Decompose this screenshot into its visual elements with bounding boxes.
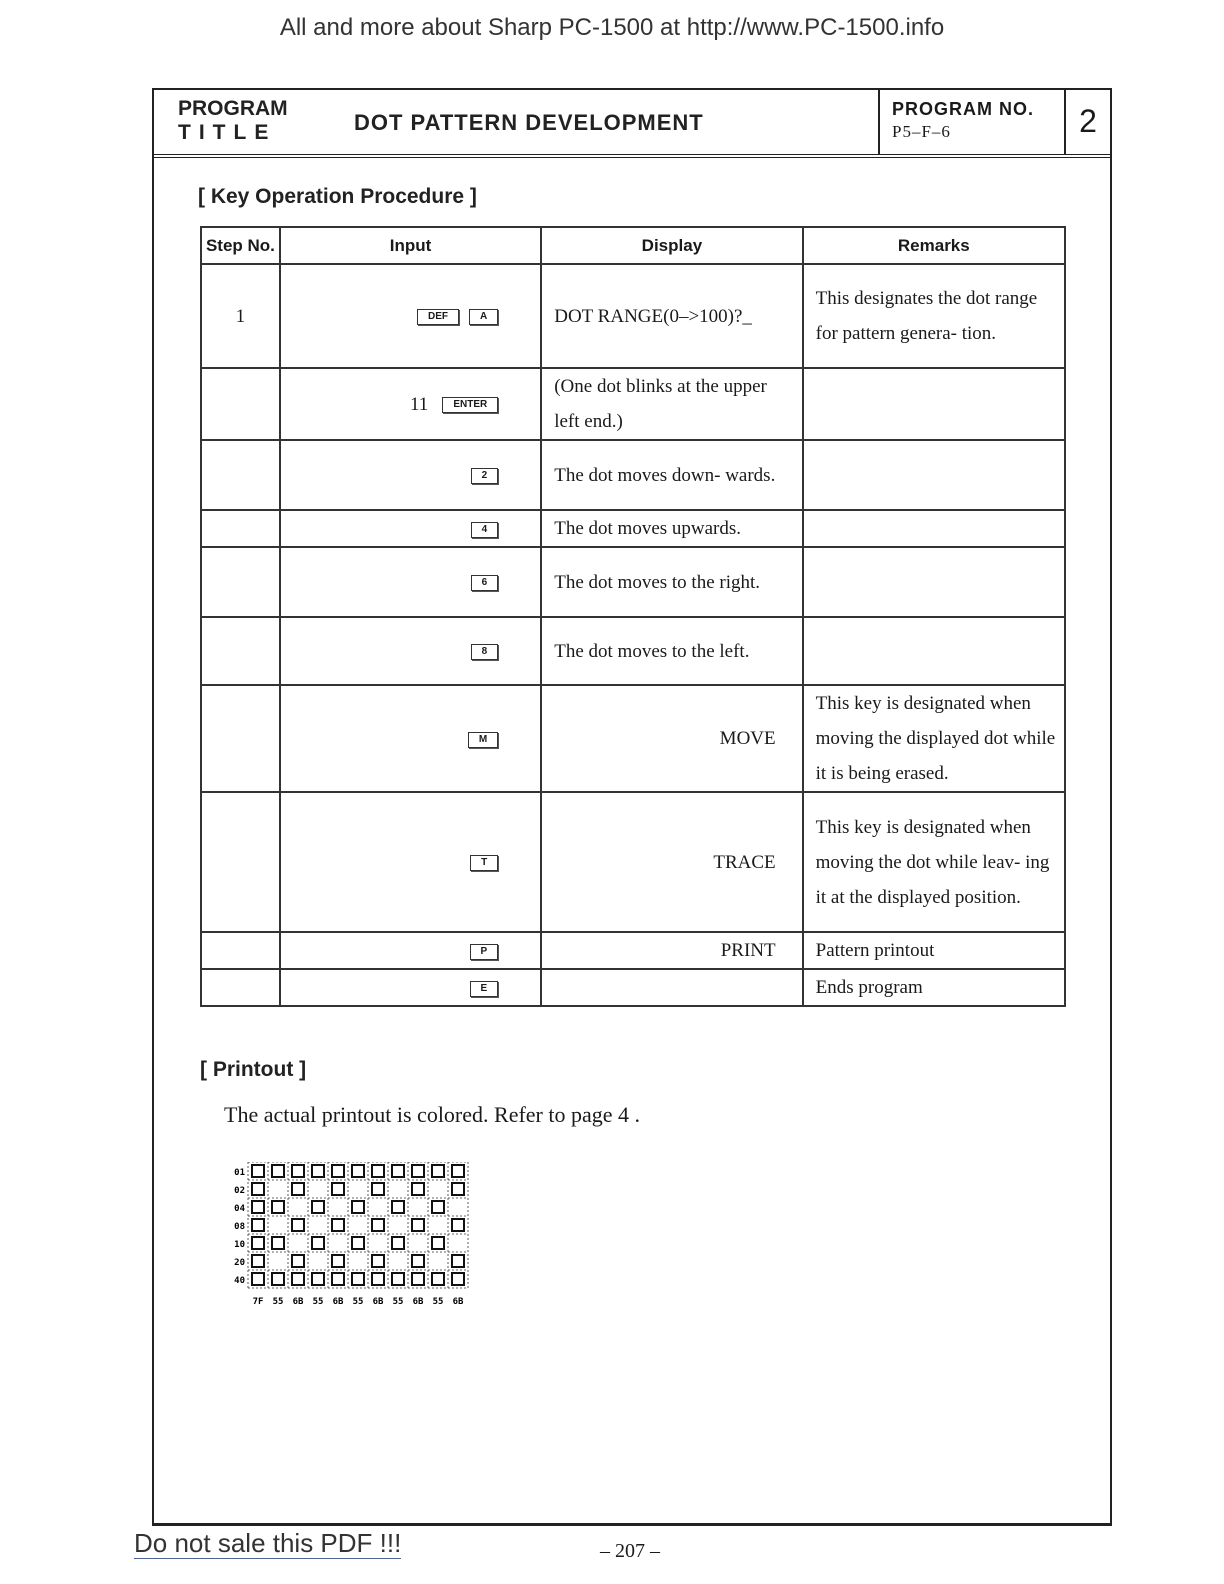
printout-dot: [392, 1201, 404, 1213]
column-label: 6B: [292, 1297, 304, 1307]
section-key-operation: [ Key Operation Procedure ]: [198, 185, 477, 208]
row-label: 04: [234, 1204, 245, 1214]
key-enter-icon: ENTER: [442, 397, 498, 413]
step-cell: [201, 510, 280, 547]
table-row: [201, 932, 1065, 969]
printout-dot: [392, 1165, 404, 1177]
key-operation-table: [200, 226, 1066, 1007]
printout-dot: [272, 1165, 284, 1177]
step-cell: [201, 440, 280, 510]
header-display: Display: [541, 227, 802, 264]
display-cell: (One dot blinks at the upper left end.): [541, 368, 802, 440]
printout-dot: [372, 1273, 384, 1285]
top-banner: All and more about Sharp PC-1500 at http://www.PC-1500.info: [279, 14, 945, 41]
key-a-icon: A: [469, 309, 498, 325]
printout-dot: [352, 1201, 364, 1213]
printout-dot: [252, 1201, 264, 1213]
display-cell: The dot moves down- wards.: [541, 440, 802, 510]
key-6-icon: 6: [471, 575, 499, 591]
remarks-cell: This key is designated when moving the dot while leav- ing it at the displayed position.: [803, 792, 1065, 932]
printout-dot: [332, 1219, 344, 1231]
column-label: 6B: [412, 1297, 424, 1307]
column-label: 6B: [452, 1297, 464, 1307]
row-label: 02: [234, 1186, 245, 1196]
input-cell: [280, 368, 541, 440]
printout-dot: [452, 1183, 464, 1195]
remarks-cell: [803, 617, 1065, 685]
printout-dot: [292, 1273, 304, 1285]
page-number: – 207 –: [600, 1540, 660, 1562]
column-label: 55: [312, 1297, 324, 1307]
input-cell: [280, 547, 541, 617]
display-cell: MOVE: [541, 685, 802, 792]
key-4-icon: 4: [471, 522, 499, 538]
printout-dot: [372, 1165, 384, 1177]
header-step: Step No.: [201, 227, 280, 264]
column-label: 55: [432, 1297, 444, 1307]
printout-dot: [412, 1183, 424, 1195]
header-remarks: Remarks: [803, 227, 1065, 264]
remarks-cell: This key is designated when moving the displayed dot while it is being erased.: [803, 685, 1065, 792]
remarks-cell: Ends program: [803, 969, 1065, 1006]
printout-dot: [352, 1273, 364, 1285]
display-cell: The dot moves to the right.: [541, 547, 802, 617]
printout-dot: [432, 1165, 444, 1177]
printout-dot: [312, 1165, 324, 1177]
step-cell: [201, 792, 280, 932]
key-8-icon: 8: [471, 644, 499, 660]
program-sheet: [152, 88, 1112, 1526]
table-row: [201, 969, 1065, 1006]
step-cell: [201, 368, 280, 440]
row-label: 40: [234, 1276, 245, 1286]
table-row: [201, 510, 1065, 547]
row-label: 01: [234, 1168, 245, 1178]
printout-dot: [452, 1165, 464, 1177]
key-t-icon: T: [470, 855, 498, 871]
display-cell: The dot moves to the left.: [541, 617, 802, 685]
printout-dot: [292, 1183, 304, 1195]
printout-dot: [252, 1165, 264, 1177]
column-label: 7F: [252, 1297, 264, 1307]
printout-dot: [252, 1255, 264, 1267]
display-cell: [541, 969, 802, 1006]
input-cell: [280, 264, 541, 368]
printout-dot: [292, 1165, 304, 1177]
label-line-2: TITLE: [178, 121, 277, 144]
column-label: 55: [352, 1297, 364, 1307]
printout-dot: [252, 1219, 264, 1231]
remarks-cell: [803, 510, 1065, 547]
printout-dot: [372, 1255, 384, 1267]
display-cell: The dot moves upwards.: [541, 510, 802, 547]
remarks-cell: [803, 368, 1065, 440]
program-title: DOT PATTERN DEVELOPMENT: [354, 110, 704, 135]
printout-dot: [452, 1219, 464, 1231]
input-prefix: 11: [410, 393, 429, 415]
input-cell: [280, 617, 541, 685]
step-cell: 1: [201, 264, 280, 368]
program-number-box: [878, 90, 1064, 154]
key-p-icon: P: [470, 944, 499, 960]
printout-dot: [352, 1237, 364, 1249]
printout-dot: [392, 1273, 404, 1285]
step-cell: [201, 969, 280, 1006]
remarks-cell: [803, 440, 1065, 510]
printout-dot: [352, 1165, 364, 1177]
input-cell: [280, 969, 541, 1006]
remarks-cell: This designates the dot range for pattern genera- tion.: [803, 264, 1065, 368]
printout-dot: [452, 1273, 464, 1285]
table-row: [201, 617, 1065, 685]
input-cell: [280, 792, 541, 932]
column-label: 55: [392, 1297, 404, 1307]
printout-dot: [252, 1273, 264, 1285]
printout-dot: [252, 1183, 264, 1195]
key-e-icon: E: [470, 981, 499, 997]
column-label: 6B: [332, 1297, 344, 1307]
program-title-label: [178, 97, 288, 145]
printout-dot: [412, 1255, 424, 1267]
dot-pattern-printout: [224, 1162, 474, 1322]
printout-dot: [452, 1255, 464, 1267]
step-cell: [201, 617, 280, 685]
step-cell: [201, 547, 280, 617]
input-cell: [280, 685, 541, 792]
row-label: 10: [234, 1240, 245, 1250]
printout-dot: [272, 1201, 284, 1213]
printout-dot: [292, 1219, 304, 1231]
key-m-icon: M: [468, 732, 498, 748]
printout-dot: [312, 1273, 324, 1285]
printout-dot: [292, 1255, 304, 1267]
printout-dot: [332, 1183, 344, 1195]
printout-dot: [272, 1237, 284, 1249]
table-row: [201, 792, 1065, 932]
printout-dot: [392, 1237, 404, 1249]
key-2-icon: 2: [471, 468, 499, 484]
printout-note: The actual printout is colored. Refer to page 4 .: [224, 1102, 641, 1127]
section-printout: [ Printout ]: [200, 1058, 307, 1081]
program-code: P5–F–6: [892, 122, 951, 141]
input-cell: [280, 510, 541, 547]
printout-dot: [332, 1165, 344, 1177]
step-cell: [201, 932, 280, 969]
printout-dot: [372, 1183, 384, 1195]
header-input: Input: [280, 227, 541, 264]
input-cell: [280, 440, 541, 510]
table-row: [201, 685, 1065, 792]
program-page-number: 2: [1064, 90, 1110, 154]
printout-dot: [412, 1165, 424, 1177]
program-number-label: PROGRAM NO.: [892, 99, 1035, 119]
printout-dot: [412, 1219, 424, 1231]
column-label: 55: [272, 1297, 284, 1307]
column-label: 6B: [372, 1297, 384, 1307]
remarks-cell: Pattern printout: [803, 932, 1065, 969]
printout-dot: [412, 1273, 424, 1285]
table-row: [201, 264, 1065, 368]
row-label: 08: [234, 1222, 245, 1232]
printout-dot: [432, 1273, 444, 1285]
printout-dot: [252, 1237, 264, 1249]
table-row: [201, 368, 1065, 440]
display-cell: DOT RANGE(0–>100)?_: [541, 264, 802, 368]
printout-dot: [332, 1255, 344, 1267]
row-label: 20: [234, 1258, 245, 1268]
footer-warning: Do not sale this PDF !!!: [134, 1528, 402, 1558]
display-cell: TRACE: [541, 792, 802, 932]
key-def-icon: DEF: [417, 309, 459, 325]
table-row: [201, 440, 1065, 510]
printout-dot: [312, 1237, 324, 1249]
printout-dot: [432, 1237, 444, 1249]
program-header: [154, 90, 1110, 158]
remarks-cell: [803, 547, 1065, 617]
step-cell: [201, 685, 280, 792]
table-row: [201, 547, 1065, 617]
printout-dot: [312, 1201, 324, 1213]
table-header-row: [201, 227, 1065, 264]
input-cell: [280, 932, 541, 969]
printout-dot: [332, 1273, 344, 1285]
printout-dot: [432, 1201, 444, 1213]
label-line-1: PROGRAM: [178, 97, 288, 120]
printout-dot: [272, 1273, 284, 1285]
display-cell: PRINT: [541, 932, 802, 969]
printout-dot: [372, 1219, 384, 1231]
